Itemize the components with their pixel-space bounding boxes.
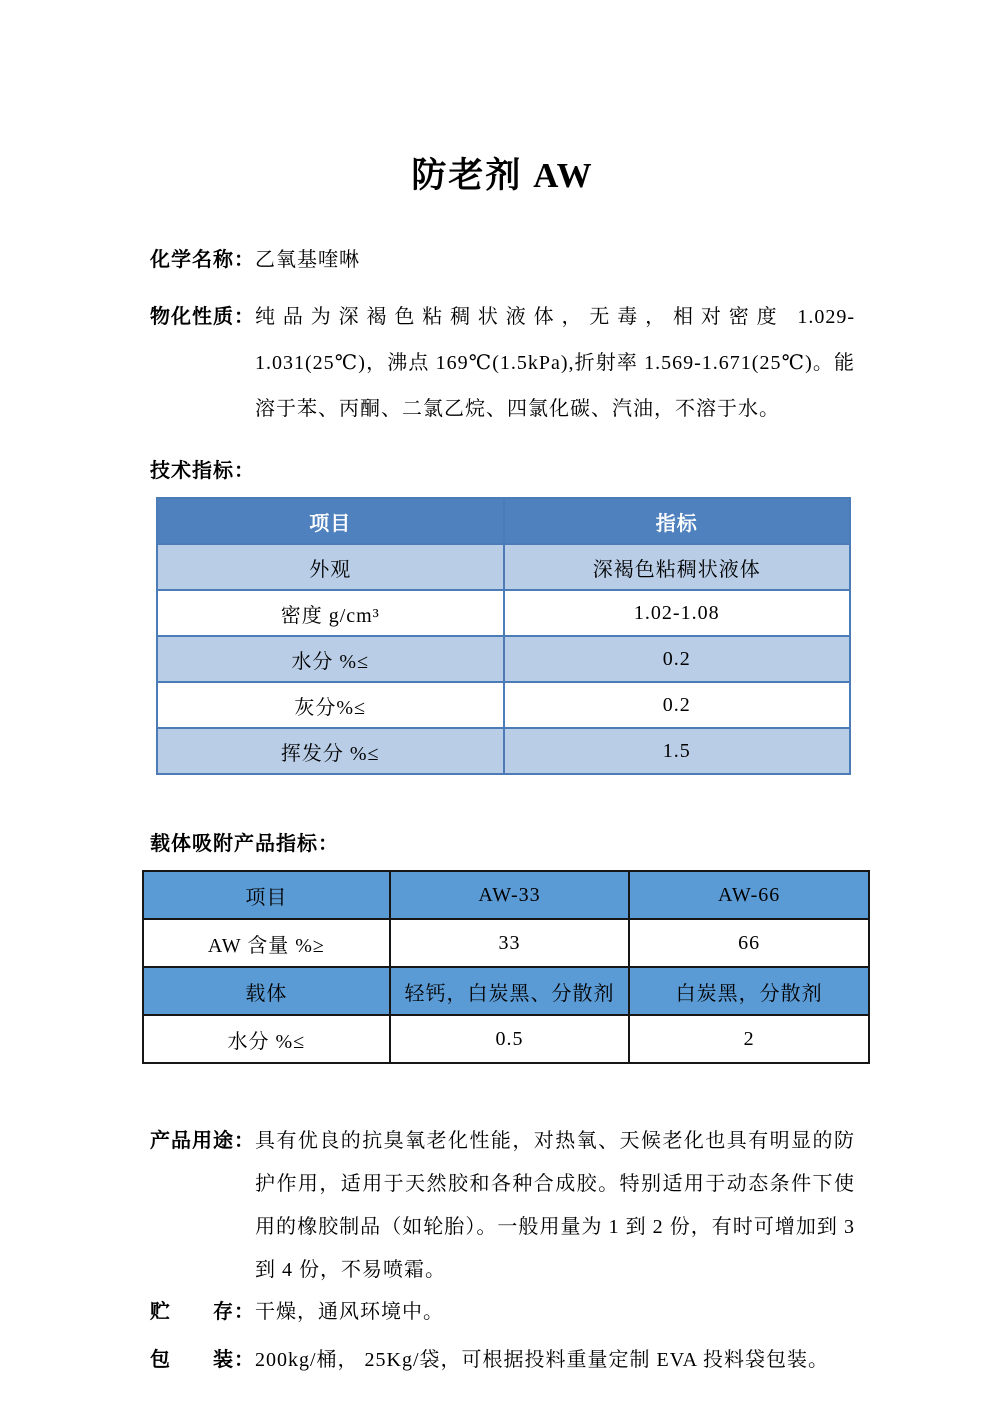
packaging-value: 200kg/桶， 25Kg/袋，可根据投料重量定制 EVA 投料袋包装。: [255, 1349, 829, 1371]
usage-row: [150, 1120, 855, 1292]
physical-properties-value: 纯品为深褐色粘稠状液体，无毒，相对密度 1.029- 1.031(25℃)，沸点 169℃(1.5kPa),折射率 1.569-1.671(25℃)。能溶于苯、丙酮、二氯乙烷、四氯化碳、汽油，不溶于水。: [255, 306, 855, 420]
usage-section: [150, 1120, 855, 1292]
tech-table-header-row: [157, 498, 850, 544]
carrier-cell-aw66: 66: [629, 919, 869, 967]
tech-cell-value: 深褐色粘稠状液体: [504, 544, 851, 590]
storage-label: 贮 存：: [150, 1301, 255, 1323]
table-row: [143, 919, 869, 967]
carrier-cell-label: 水分 %≤: [143, 1015, 390, 1063]
tech-cell-label: 挥发分 %≤: [157, 728, 504, 774]
table-row: [157, 682, 850, 728]
carrier-cell-label: AW 含量 %≥: [143, 919, 390, 967]
chemical-name-row: [150, 246, 855, 274]
physical-properties-row: [150, 294, 855, 432]
table-row: [143, 1015, 869, 1063]
tech-cell-label: 密度 g/cm³: [157, 590, 504, 636]
tech-cell-value: 1.02-1.08: [504, 590, 851, 636]
storage-row: [150, 1298, 855, 1326]
usage-label: 产品用途：: [150, 1130, 255, 1152]
table-row: [157, 636, 850, 682]
chemical-name-label: 化学名称：: [150, 249, 255, 271]
usage-value: 具有优良的抗臭氧老化性能，对热氧、天候老化也具有明显的防护作用，适用于天然胶和各种合成胶。特别适用于动态条件下使用的橡胶制品（如轮胎）。一般用量为 1 到 2 份，有时可增加到 3 到 4 份，不易喷霜。: [255, 1130, 855, 1281]
tech-cell-value: 0.2: [504, 636, 851, 682]
tech-spec-heading: 技术指标：: [150, 460, 255, 482]
tech-cell-label: 灰分%≤: [157, 682, 504, 728]
carrier-cell-aw33: 轻钙，白炭黑、分散剂: [390, 967, 630, 1015]
carrier-spec-heading: 载体吸附产品指标：: [150, 833, 339, 855]
carrier-cell-aw33: 0.5: [390, 1015, 630, 1063]
table-row: [157, 728, 850, 774]
table-row: [143, 967, 869, 1015]
carrier-header-aw66: AW-66: [629, 871, 869, 919]
carrier-cell-aw66: 白炭黑，分散剂: [629, 967, 869, 1015]
tech-spec-table: [156, 497, 851, 775]
table-row: [157, 590, 850, 636]
tech-table-header-item: 项目: [157, 498, 504, 544]
carrier-cell-label: 载体: [143, 967, 390, 1015]
carrier-header-aw33: AW-33: [390, 871, 630, 919]
tech-cell-label: 外观: [157, 544, 504, 590]
table-row: [157, 544, 850, 590]
page-title: 防老剂 AW: [411, 156, 594, 195]
tech-cell-value: 0.2: [504, 682, 851, 728]
tech-cell-label: 水分 %≤: [157, 636, 504, 682]
packaging-label: 包 装：: [150, 1349, 255, 1371]
bottom-section: [150, 1298, 855, 1374]
physical-properties-label: 物化性质：: [150, 306, 255, 328]
carrier-cell-aw33: 33: [390, 919, 630, 967]
storage-value: 干燥，通风环境中。: [255, 1301, 444, 1323]
carrier-table-header-row: [143, 871, 869, 919]
carrier-cell-aw66: 2: [629, 1015, 869, 1063]
chemical-name-value: 乙氧基喹啉: [255, 249, 360, 271]
tech-table-header-value: 指标: [504, 498, 851, 544]
packaging-row: [150, 1346, 855, 1374]
carrier-spec-table: [142, 870, 870, 1064]
tech-cell-value: 1.5: [504, 728, 851, 774]
carrier-header-item: 项目: [143, 871, 390, 919]
